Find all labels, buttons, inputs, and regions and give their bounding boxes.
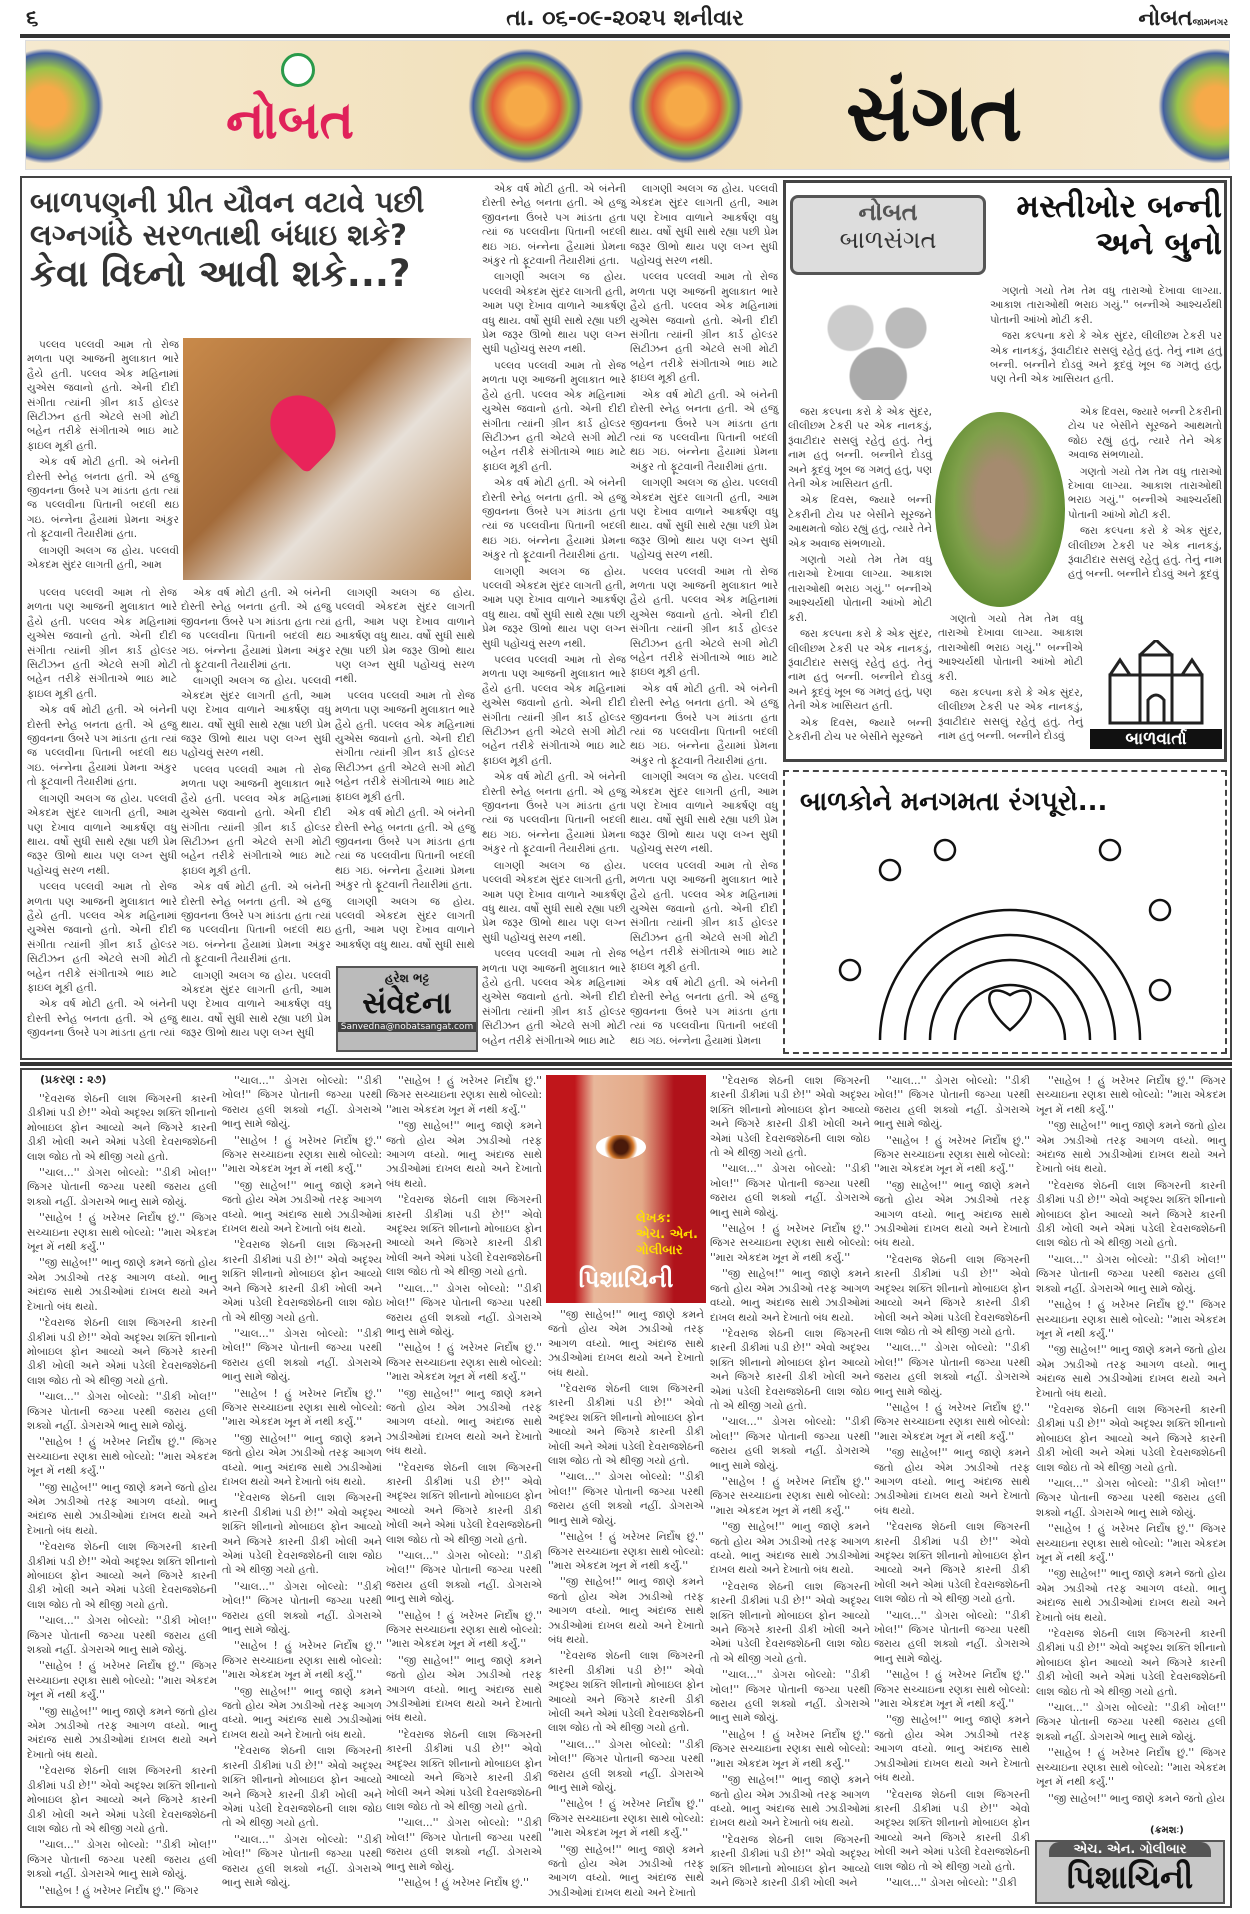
paragraph: ''જી સાહેબ!'' ભાનુ જાણે કમને જતો હોય એમ ઝાડીઓ તરફ આગળ વધ્યો. ભાનુ અંદાજ સાથે ઝાડીઓમાં દાખલ થયો અને દેખાતો બંધ થયો.: [386, 1654, 542, 1725]
paragraph: ગણતો ગયો તેમ તેમ વધુ તારાઓ દેખાવા લાગ્યા. આકાશ તારાઓથી ભરાઇ ગયું.'' બન્નીએ આશ્ચર્યથી પોતાની આંખો મોટી કરી.: [990, 285, 1222, 326]
paragraph: ગણતો ગયો તેમ તેમ વધુ તારાઓ દેખાવા લાગ્યા. આકાશ તારાઓથી ભરાઇ ગયું.'' બન્નીએ આશ્ચર્યથી પોતાની આંખો મોટી કરી.: [1068, 465, 1222, 521]
paragraph: ''સાહેબ ! હું ખરેખર નિર્દોષ છું.'' જિગર સચ્ચાઇના રણકા સાથે બોલ્યો: ''મારા એકદમ ખૂન મેં નથી કર્યું.'': [874, 1401, 1030, 1443]
article-headline: બાળપણની પ્રીત યૌવન વટાવે પછી લગ્નગાંઠે સરળતાથી બંધાઇ શકે? કેવા વિઘ્નો આવી શકે...?: [30, 185, 425, 295]
paragraph: પલ્લવ પલ્લવી આમ તો રોજ મળતા પણ આજની મુલાકાત ભારે હૈયે હતી. પલ્લવ એક મહિનામાં યુએસ જવાનો હતો. એની દીદી સંગીતા ત્યાંની ગ્રીન કાર્ડ હોલ્ડર સિટીઝન હતી એટલે સગી મોટી બહેન તરીકે સંગીતાએ ભાઇ માટે ફાઇલ મૂકી હતી.: [630, 565, 778, 679]
paragraph: ''દેવરાજ શેઠની લાશ જિગરની કારની ડીકીમાં પડી છે!'' એવો અદૃશ્ય શક્તિ શીનાનો મોબાઇલ ફોન આવ્યો અને જિગરે કારની ડીકી ખોલી અને એમાં પડેલી દેવરાજશેઠની લાશ જોઇ તો એ થીજી ગયો હતો.: [1036, 1628, 1226, 1698]
paragraph: પલ્લવ પલ્લવી આમ તો રોજ મળતા પણ આજની મુલાકાત ભારે હૈયે હતી. પલ્લવ એક મહિનામાં યુએસ જવાનો હતો. એની દીદી સંગીતા ત્યાંની ગ્રીન કાર્ડ હોલ્ડર સિટીઝન હતી એટલે સગી મોટી બહેન તરીકે સંગીતાએ ભાઇ માટે ફાઇલ મૂકી હતી.: [482, 654, 626, 767]
paragraph: ''દેવરાજ શેઠની લાશ જિગરની કારની ડીકીમાં પડી છે!'' એવો અદૃશ્ય શક્તિ શીનાનો મોબાઇલ ફોન આવ્યો અને જિગરે કારની ડીકી ખોલી અને એમાં પડેલી દેવરાજશેઠની લાશ જોઇ તો એ થીજી ગયો હતો.: [27, 1317, 217, 1387]
emblem-icon: [281, 53, 315, 87]
paragraph: એક વર્ષ મોટી હતી. એ બંનેની દોસ્તી સ્નેહ બનતા હતી. એ હજુ જીવનના ઉંબરે પગ માંડતા હતા ત્યાં: [27, 998, 177, 1040]
paragraph: જરા કલ્પના કરો કે એક સુંદર, લીલીછમ ટેકરી પર એક નાનકડું, રૂંવાટીદાર સસલું રહેતું હતું. તેનું નામ હતું બન્ની. બન્નીને દોડવું અને કૂદવું ખૂબ જ ગમતું હતું, પણ તેની એક ખાસિયત હતી.: [788, 628, 932, 713]
paragraph: ગણતો ગયો તેમ તેમ વધુ તારાઓ દેખાવા લાગ્યા. આકાશ તારાઓથી ભરાઇ ગયું.'' બન્નીએ આશ્ચર્યથી પોતાની આંખો મોટી કરી.: [788, 554, 932, 624]
section-divider: [20, 1062, 1232, 1066]
heart-icon: [257, 382, 349, 474]
paragraph: ''ચાલ...'' ડોગરા બોલ્યો: ''ડીકી ખોલ!'' જિગર પોતાની જગ્યા પરથી જરાય હલી શક્યો નહીં. ડોગરાએ ભાનુ સામે જોયું.: [1036, 1702, 1226, 1743]
paragraph: પલ્લવ પલ્લવી આમ તો રોજ મળતા પણ આજની મુલાકાત ભારે હૈયે હતી. પલ્લવ એક મહિનામાં યુએસ જવાનો હતો. એની દીદી સંગીતા ત્યાંની ગ્રીન કાર્ડ હોલ્ડર સિટીઝન હતી એટલે સગી મોટી બહેન તરીકે સંગીતાએ ભાઇ માટે ફાઇલ મૂકી હતી.: [482, 359, 626, 473]
paragraph: ''દેવરાજ શેઠની લાશ જિગરની કારની ડીકીમાં પડી છે!'' એવો અદૃશ્ય શક્તિ શીનાનો મોબાઇલ ફોન આવ્યો અને જિગરે કારની ડીકી ખોલી અને એમાં પડેલી દેવરાજશેઠની લાશ જોઇ તો એ થીજી ગયો હતો.: [386, 1728, 542, 1813]
paragraph: લાગણી અલગ જ હોય. પલ્લવી એકદમ સુંદર લાગતી હતી, આમ પણ દેખાવ વાળાને આકર્ષણ વધુ થાય. વર્ષો સુધી સાથે રહ્યા પછી પ્રેમ જરૂર ઊભો થાય પણ લગ્ન સુધી: [181, 969, 331, 1040]
paragraph: ''ચાલ...'' ડોગરા બોલ્યો: ''ડીકી ખોલ!'' જિગર પોતાની જગ્યા પરથી જરાય હલી શક્યો નહીં. ડોગરાએ ભાનુ સામે જોયું.: [874, 1075, 1030, 1131]
paragraph: ''ચાલ...'' ડોગરા બોલ્યો: ''ડીકી ખોલ!'' જિગર પોતાની જગ્યા પરથી જરાય હલી શક્યો નહીં. ડોગરાએ ભાનુ સામે જોયું.: [386, 1817, 542, 1873]
eye-graphic: [596, 1135, 646, 1159]
paragraph: પલ્લવ પલ્લવી આમ તો રોજ મળતા પણ આજની મુલાકાત ભારે હૈયે હતી. પલ્લવ એક મહિનામાં યુએસ જવાનો હતો. એની દીદી સંગીતા ત્યાંની ગ્રીન કાર્ડ હોલ્ડર સિટીઝન હતી એટલે સગી મોટી બહેન તરીકે સંગીતાએ ભાઇ માટે: [482, 948, 626, 1047]
paragraph: ''સાહેબ ! હું ખરેખર નિર્દોષ છું.'' જિગર સચ્ચાઇના રણકા સાથે બોલ્યો: ''મારા એકદમ ખૂન મેં નથી કર્યું.'': [1036, 1075, 1226, 1116]
page-number: ૬: [26, 6, 39, 31]
paragraph: ''સાહેબ ! હું ખરેખર નિર્દોષ છું.'' જિગર સચ્ચાઇના રણકા સાથે બોલ્યો: ''મારા એકદમ ખૂન મેં નથી કર્યું.'': [710, 1728, 870, 1770]
paragraph: ''સાહેબ ! હું ખરેખર નિર્દોષ છું.'' જિગર સચ્ચાઇના રણકા સાથે બોલ્યો: ''મારા એકદમ ખૂન મેં નથી કર્યું.'': [1036, 1747, 1226, 1789]
paragraph: ''સાહેબ ! હું ખરેખર નિર્દોષ છું.'' જિગર સચ્ચાઇના રણકા સાથે બોલ્યો: ''મારા એકદમ ખૂન મેં નથી કર્યું.'': [27, 1436, 217, 1478]
paragraph: ''સાહેબ ! હું ખરેખર નિર્દોષ છું.'' જિગર સચ્ચાઇના રણકા સાથે બોલ્યો: ''મારા એકદમ ખૂન મેં નથી કર્યું.'': [1036, 1299, 1226, 1340]
paragraph: પલ્લવ પલ્લવી આમ તો રોજ મળતા પણ આજની મુલાકાત ભારે હૈયે હતી. પલ્લવ એક મહિનામાં યુએસ જવાનો હતો. એની દીદી સંગીતા ત્યાંની ગ્રીન કાર્ડ હોલ્ડર સિટીઝન હતી એટલે સગી મોટી બહેન તરીકે સંગીતાએ ભાઇ માટે ફાઇલ મૂકી હતી.: [335, 689, 475, 803]
paragraph: ''દેવરાજ શેઠની લાશ જિગરની કારની ડીકીમાં પડી છે!'' એવો અદૃશ્ય શક્તિ શીનાનો મોબાઇલ ફોન આવ્યો અને જિગરે કારની ડીકી ખોલી અને એમાં પડેલી દેવરાજશેઠની લાશ જોઇ તો એ થીજી ગયો હતો.: [710, 1580, 870, 1665]
paragraph: ''જી સાહેબ!'' ભાનુ જાણે કમને જતો હોય એમ ઝાડીઓ તરફ આગળ વધ્યો. ભાનુ અંદાજ સાથે ઝાડીઓમાં દાખલ થયો અને દેખાતો બંધ થયો.: [27, 1257, 217, 1313]
paragraph: પલ્લવ પલ્લવી આમ તો રોજ મળતા પણ આજની મુલાકાત ભારે હૈયે હતી. પલ્લવ એક મહિનામાં યુએસ જવાનો હતો. એની દીદી સંગીતા ત્યાંની ગ્રીન કાર્ડ હોલ્ડર સિટીઝન હતી એટલે સગી મોટી બહેન તરીકે સંગીતાએ ભાઇ માટે ફાઇલ મૂકી હતી.: [181, 763, 331, 877]
paragraph: લાગણી અલગ જ હોય. પલ્લવી એકદમ સુંદર લાગતી હતી, આમ પણ દેખાવ વાળાને આકર્ષણ વધુ થાય. વર્ષો સુધી સાથે રહ્યા પછી પ્રેમ જરૂર ઊભો થાય પણ લગ્ન સુધી પહોંચવું સરળ નથી.: [27, 792, 177, 877]
paragraph: જરા કલ્પના કરો કે એક સુંદર, લીલીછમ ટેકરી પર એક નાનકડું, રૂંવાટીદાર સસલું રહેતું હતું. તેનું નામ હતું બન્ની. બન્નીને દોડવું અને કૂદવું ખૂબ જ ગમતું હતું, પણ તેની એક ખાસિયત હતી.: [788, 406, 932, 491]
paragraph: ''ચાલ...'' ડોગરા બોલ્યો: ''ડીકી ખોલ!'' જિગર પોતાની જગ્યા પરથી જરાય હલી શક્યો નહીં. ડોગરાએ ભાનુ સામે જોયું.: [710, 1669, 870, 1725]
paragraph: લાગણી અલગ જ હોય. પલ્લવી એકદમ સુંદર લાગતી હતી, આમ પણ દેખાવ વાળાને આકર્ષણ વધુ થાય. વર્ષો સુધી સાથે રહ્યા પછી પ્રેમ જરૂર ઊભો થાય પણ લગ્ન સુધી પહોંચવું સરળ નથી.: [482, 859, 626, 944]
paragraph: ''ચાલ...'' ડોગરા બોલ્યો: ''ડીકી ખોલ!'' જિગર પોતાની જગ્યા પરથી જરાય હલી શક્યો નહીં. ડોગરાએ ભાનુ સામે જોયું.: [710, 1416, 870, 1472]
author-caption: લેખક: એચ. એન. ગોલીબાર: [636, 1211, 698, 1258]
paragraph: ''જી સાહેબ!'' ભાનુ જાણે કમને જતો હોય એમ ઝાડીઓ તરફ આગળ વધ્યો. ભાનુ અંદાજ સાથે ઝાડીઓમાં દાખલ થયો અને દેખાતો બંધ થયો.: [874, 1179, 1030, 1250]
paragraph: ''દેવરાજ શેઠની લાશ જિગરની કારની ડીકીમાં પડી છે!'' એવો અદૃશ્ય શક્તિ શીનાનો મોબાઇલ ફોન આવ્યો અને જિગરે કારની ડીકી ખોલી અને એમાં પડેલી દેવરાજશેઠની લાશ જોઇ તો એ થીજી ગયો હતો.: [27, 1541, 217, 1611]
paragraph: લાગણી અલગ જ હોય. પલ્લવી એકદમ સુંદર લાગતી હતી, આમ પણ દેખાવ વાળાને આકર્ષણ વધુ થાય. વર્ષો સુધી સાથે રહ્યા પછી પ્રેમ જરૂર ઊભો થાય પણ લગ્ન સુધી પહોંચવું સરળ નથી.: [181, 675, 331, 760]
paragraph: એક વર્ષ મોટી હતી. એ બંનેની દોસ્તી સ્નેહ બનતા હતી. એ હજુ જીવનના ઉંબરે પગ માંડતા હતા ત્યાં જ પલ્લવીના પિતાની બદલી થઇ ગઇ. બંન્નેના હૈયામાં પ્રેમના અંકુર તો ફૂટવાની તૈયારીમાં હતા.: [482, 477, 626, 562]
article-column: [27, 338, 179, 582]
paragraph: પલ્લવ પલ્લવી આમ તો રોજ મળતા પણ આજની મુલાકાત ભારે હૈયે હતી. પલ્લવ એક મહિનામાં યુએસ જવાનો હતો. એની દીદી સંગીતા ત્યાંની ગ્રીન કાર્ડ હોલ્ડર સિટીઝન હતી એટલે સગી મોટી બહેન તરીકે સંગીતાએ ભાઇ માટે ફાઇલ મૂકી હતી.: [630, 859, 778, 973]
paragraph: ''ચાલ...'' ડોગરા બોલ્યો: ''ડીકી ખોલ!'' જિગર પોતાની જગ્યા પરથી જરાય હલી શક્યો નહીં. ડોગરાએ ભાનુ સામે જોયું.: [27, 1839, 217, 1881]
paragraph: ''દેવરાજ શેઠની લાશ જિગરની કારની ડીકીમાં પડી છે!'' એવો અદૃશ્ય શક્તિ શીનાનો મોબાઇલ ફોન આવ્યો અને જિગરે કારની ડીકી ખોલી અને એમાં પડેલી દેવરાજશેઠની લાશ જોઇ તો એ થીજી ગયો હતો.: [1036, 1403, 1226, 1474]
kids-column: [1068, 405, 1222, 590]
paragraph: લાગણી અલગ જ હોય. પલ્લવી એકદમ સુંદર લાગતી હતી, આમ પણ દેખાવ વાળાને આકર્ષણ વધુ થાય. વર્ષો સુધી સાથે રહ્યા પછી પ્રેમ જરૂર ઊભો થાય પણ લગ્ન સુધી પહોંચવું સરળ નથી.: [630, 771, 778, 856]
paragraph: ''ચાલ...'' ડોગરા બોલ્યો: ''ડીકી ખોલ!'' જિગર પોતાની જગ્યા પરથી જરાય હલી શક્યો નહીં. ડોગરાએ ભાનુ સામે જોયું.: [222, 1580, 382, 1637]
paragraph: ''દેવરાજ શેઠની લાશ જિગરની કારની ડીકીમાં પડી છે!'' એવો અદૃશ્ય શક્તિ શીનાનો મોબાઇલ ફોન આવ્યો અને જિગરે કારની ડીકી ખોલી અને એમાં પડેલી દેવરાજશેઠની લાશ જોઇ તો એ થીજી ગયો હતો.: [874, 1521, 1030, 1606]
brand-logo: નોબત: [226, 91, 354, 151]
story-column: [710, 1074, 870, 1902]
paragraph: ''સાહેબ ! હું ખરેખર નિર્દોષ છું.'' જિગર સચ્ચાઇના રણકા સાથે બોલ્યો: ''મારા એકદમ ખૂન મેં નથી કર્યું.'': [27, 1660, 217, 1702]
section-banner: [25, 40, 1230, 170]
paragraph: ''ચાલ...'' ડોગરા બોલ્યો: ''ડીકી ખોલ!'' જિગર પોતાની જગ્યા પરથી જરાય હલી શક્યો નહીં. ડોગરાએ ભાનુ સામે જોયું.: [222, 1075, 382, 1131]
paragraph: ''જી સાહેબ!'' ભાનુ જાણે કમને જતો હોય એમ ઝાડીઓ તરફ આગળ વધ્યો. ભાનુ અંદાજ સાથે ઝાડીઓમાં દાખલ થયો અને દેખાતો બંધ થયો.: [548, 1309, 704, 1379]
rainbow-coloring-page: [820, 830, 1200, 1045]
paragraph: એક વર્ષ મોટી હતી. એ બંનેની દોસ્તી સ્નેહ બનતા હતી. એ હજુ જીવનના ઉંબરે પગ માંડતા હતા ત્યાં જ પલ્લવીના પિતાની બદલી થઇ ગઇ. બંન્નેના હૈયામાં પ્રેમના અંકુર તો ફૂટવાની તૈયારીમાં હતા.: [27, 704, 177, 789]
article-column: [335, 586, 475, 960]
paragraph: ''જી સાહેબ!'' ભાનુ જાણે કમને જતો હોય એમ ઝાડીઓ તરફ આગળ વધ્યો. ભાનુ અંદાજ સાથે ઝાડીઓમાં દાખલ થયો અને દેખાતો બંધ થયો.: [1036, 1344, 1226, 1400]
paragraph: ''ચાલ...'' ડોગરા બોલ્યો: ''ડીકી ખોલ!'' જિગર પોતાની જગ્યા પરથી જરાય હલી શક્યો નહીં. ડોગરાએ ભાનુ સામે જોયું.: [874, 1342, 1030, 1398]
paragraph: ''સાહેબ ! હું ખરેખર નિર્દોષ છું.'' જિગર સચ્ચાઇના રણકા સાથે બોલ્યો: ''મારા એકદમ ખૂન મેં નથી કર્યું.'': [222, 1640, 382, 1682]
rabbit-photo: [935, 412, 1065, 607]
kids-column: [788, 405, 932, 755]
paragraph: ''દેવરાજ શેઠની લાશ જિગરની કારની ડીકીમાં પડી છે!'' એવો અદૃશ્ય શક્તિ શીનાનો મોબાઇલ ફોન આવ્યો અને જિગરે કારની ડીકી ખોલી અને: [710, 1833, 870, 1889]
paragraph: ''સાહેબ ! હું ખરેખર નિર્દોષ છું.'' જિગર સચ્ચાઇના રણકા સાથે બોલ્યો: ''મારા એકદમ ખૂન મેં નથી કર્યું.'': [386, 1342, 542, 1384]
paragraph: ''દેવરાજ શેઠની લાશ જિગરની કારની ડીકીમાં પડી છે!'' એવો અદૃશ્ય શક્તિ શીનાનો મોબાઇલ ફોન આવ્યો અને જિગરે કારની ડીકી ખોલી અને એમાં પડેલી દેવરાજશેઠની લાશ જોઇ તો એ થીજી ગયો હતો.: [710, 1327, 870, 1412]
paragraph: ''દેવરાજ શેઠની લાશ જિગરની કારની ડીકીમાં પડી છે!'' એવો અદૃશ્ય શક્તિ શીનાનો મોબાઇલ ફોન આવ્યો અને જિગરે કારની ડીકી ખોલી અને એમાં પડેલી દેવરાજશેઠની લાશ જોઇ તો એ થીજી ગયો હતો.: [386, 1194, 542, 1279]
continued-label: (ક્રમશઃ): [1150, 1825, 1184, 1836]
section-title: સંગત: [846, 66, 1023, 159]
paragraph: જરા કલ્પના કરો કે એક સુંદર, લીલીછમ ટેકરી પર એક નાનકડું, રૂંવાટીદાર સસલું રહેતું હતું. તેનું નામ હતું બન્ની. બન્નીને દોડવું અને કૂદવું ખૂબ જ ગમતું હતું, પણ તેની એક ખાસિયત હતી.: [990, 330, 1222, 386]
paragraph: ''જી સાહેબ!'' ભાનુ જાણે કમને જતો હોય એમ ઝાડીઓ તરફ આગળ વધ્યો. ભાનુ અંદાજ સાથે ઝાડીઓમાં દાખલ થયો અને દેખાતો બંધ થયો.: [710, 1774, 870, 1830]
article-column: [482, 182, 626, 1054]
story-column: [548, 1308, 704, 1902]
paragraph: ''ચાલ...'' ડોગરા બોલ્યો: ''ડીકી ખોલ!'' જિગર પોતાની જગ્યા પરથી જરાય હલી શક્યો નહીં. ડોગરાએ ભાનુ સામે જોયું.: [27, 1391, 217, 1432]
paragraph: ''દેવરાજ શેઠની લાશ જિગરની કારની ડીકીમાં પડી છે!'' એવો અદૃશ્ય શક્તિ શીનાનો મોબાઇલ ફોન આવ્યો અને જિગરે કારની ડીકી ખોલી અને એમાં પડેલી દેવરાજશેઠની લાશ જોઇ તો એ થીજી ગયો હતો.: [222, 1745, 382, 1830]
storytime-castle: બાળવાર્તા: [1090, 640, 1222, 755]
paragraph: પલ્લવ પલ્લવી આમ તો રોજ મળતા પણ આજની મુલાકાત ભારે હૈયે હતી. પલ્લવ એક મહિનામાં યુએસ જવાનો હતો. એની દીદી સંગીતા ત્યાંની ગ્રીન કાર્ડ હોલ્ડર સિટીઝન હતી એટલે સગી મોટી બહેન તરીકે સંગીતાએ ભાઇ માટે ફાઇલ મૂકી હતી.: [27, 587, 177, 700]
paragraph: ''સાહેબ ! હું ખરેખર નિર્દોષ છું.'' જિગર: [39, 1884, 199, 1897]
paragraph: ''દેવરાજ શેઠની લાશ જિગરની કારની ડીકીમાં પડી છે!'' એવો અદૃશ્ય શક્તિ શીનાનો મોબાઇલ ફોન આવ્યો અને જિગરે કારની ડીકી ખોલી અને એમાં પડેલી દેવરાજશેઠની લાશ જોઇ તો એ થીજી ગયો હતો.: [548, 1650, 704, 1735]
story-column: [1036, 1074, 1226, 1820]
masthead-logo: નોબતજામનગર: [1138, 6, 1228, 31]
paragraph: જરા કલ્પના કરો કે એક સુંદર, લીલીછમ ટેકરી પર એક નાનકડું, રૂંવાટીદાર સસલું રહેતું હતું. તેનું નામ હતું બન્ની. બન્નીને દોડવું: [938, 687, 1083, 743]
paragraph: ''જી સાહેબ!'' ભાનુ જાણે કમને જતો હોય એમ ઝાડીઓ તરફ આગળ વધ્યો. ભાનુ અંદાજ સાથે ઝાડીઓમાં દાખલ થયો અને દેખાતો બંધ થયો.: [710, 1268, 870, 1324]
paragraph: ''ચાલ...'' ડોગરા બોલ્યો: ''ડીકી ખોલ!'' જિગર પોતાની જગ્યા પરથી જરાય હલી શક્યો નહીં. ડોગરાએ ભાનુ સામે જોયું.: [27, 1167, 217, 1208]
paragraph: ''દેવરાજ શેઠની લાશ જિગરની કારની ડીકીમાં પડી છે!'' એવો અદૃશ્ય શક્તિ શીનાનો મોબાઇલ ફોન આવ્યો અને જિગરે કારની ડીકી ખોલી અને એમાં પડેલી દેવરાજશેઠની લાશ જોઇ તો એ થીજી ગયો હતો.: [27, 1765, 217, 1835]
paragraph: ''જી સાહેબ!'' ભાનુ જાણે કમને જતો હોય એમ ઝાડીઓ તરફ આગળ વધ્યો. ભાનુ અંદાજ સાથે ઝાડીઓમાં દાખલ થયો અને દેખાતો બંધ થયો.: [874, 1447, 1030, 1517]
paragraph: ''ચાલ...'' ડોગરા બોલ્યો: ''ડીકી: [886, 1876, 1017, 1889]
article-column: [181, 586, 331, 1054]
paragraph: લાગણી અલગ જ હોય. પલ્લવી એકદમ સુંદર લાગતી હતી, આમ પણ દેખાવ વાળાને આકર્ષણ વધુ થાય. વર્ષો સુધી સાથે રહ્યા પછી પ્રેમ જરૂર ઊભો થાય પણ લગ્ન સુધી પહોંચવું સરળ નથી.: [482, 565, 626, 650]
paragraph: લાગણી અલગ જ હોય. પલ્લવી એકદમ સુંદર લાગતી હતી, આમ પણ દેખાવ વાળાને આકર્ષણ વધુ થાય. વર્ષો સુધી સાથે રહ્યા પછી પ્રેમ જરૂર ઊભો થાય પણ લગ્ન સુધી પહોંચવું સરળ નથી.: [630, 477, 778, 562]
paragraph: ''જી સાહેબ!'' ભાનુ જાણે કમને જતો હોય એમ ઝાડીઓ તરફ આગળ વધ્યો. ભાનુ અંદાજ સાથે ઝાડીઓમાં દાખલ થયો અને દેખાતો બંધ થયો.: [386, 1387, 542, 1458]
paragraph: ''સાહેબ ! હું ખરેખર નિર્દોષ છું.'' જિગર સચ્ચાઇના રણકા સાથે બોલ્યો: ''મારા એકદમ ખૂન મેં નથી કર્યું.'': [1036, 1523, 1226, 1564]
paragraph: ''જી સાહેબ!'' ભાનુ જાણે કમને જતો હોય એમ ઝાડીઓ તરફ આગળ વધ્યો. ભાનુ અંદાજ સાથે ઝાડીઓમાં દાખલ થયો અને દેખાતો બંધ થયો.: [1036, 1120, 1226, 1176]
paragraph: એક દિવસ, જ્યારે બન્ની ટેકરીની ટોચ પર બેસીને સૂરજને આથમતો જોઇ રહ્યું હતું, ત્યારે તેને એક અવાજ સંભળાયો.: [788, 494, 932, 550]
paragraph: ''જી સાહેબ!'' ભાનુ જાણે કમને જતો હોય એમ ઝાડીઓ તરફ આગળ વધ્યો. ભાનુ અંદાજ સાથે ઝાડીઓમાં દાખલ થયો અને દેખાતો બંધ થયો.: [710, 1521, 870, 1577]
paragraph: એક દિવસ, જ્યારે બન્ની ટેકરીની ટોચ પર બેસીને સૂરજને: [788, 716, 932, 743]
paragraph: ''ચાલ...'' ડોગરા બોલ્યો: ''ડીકી ખોલ!'' જિગર પોતાની જગ્યા પરથી જરાય હલી શક્યો નહીં. ડોગરાએ ભાનુ સામે જોયું.: [710, 1163, 870, 1219]
paragraph: ''ચાલ...'' ડોગરા બોલ્યો: ''ડીકી ખોલ!'' જિગર પોતાની જગ્યા પરથી જરાય હલી શક્યો નહીં. ડોગરાએ ભાનુ સામે જોયું.: [1036, 1477, 1226, 1519]
article-column: [27, 586, 177, 1054]
paragraph: ''સાહેબ ! હું ખરેખર નિર્દોષ છું.'' જિગર સચ્ચાઇના રણકા સાથે બોલ્યો: ''મારા એકદમ ખૂન મેં નથી કર્યું.'': [386, 1075, 542, 1116]
paragraph: ''સાહેબ ! હું ખરેખર નિર્દોષ છું.'' જિગર સચ્ચાઇના રણકા સાથે બોલ્યો: ''મારા એકદમ ખૂન મેં નથી કર્યું.'': [548, 1531, 704, 1572]
paragraph: ''જી સાહેબ!'' ભાનુ જાણે કમને જતો હોય એમ ઝાડીઓ તરફ આગળ વધ્યો. ભાનુ અંદાજ સાથે ઝાડીઓમાં દાખલ થયો અને દેખાતો બંધ થયો.: [222, 1179, 382, 1236]
column-badge-pishachini: એચ. એન. ગોલીબાર પિશાચિની: [1035, 1840, 1225, 1904]
coloring-headline: બાળકોને મનગમતા રંગપૂરો...: [800, 787, 1108, 817]
paragraph: એક દિવસ, જ્યારે બન્ની ટેકરીની ટોચ પર બેસીને સૂરજને આથમતો જોઇ રહ્યું હતું, ત્યારે તેને એક અવાજ સંભળાયો.: [1068, 406, 1222, 462]
paragraph: ''ચાલ...'' ડોગરા બોલ્યો: ''ડીકી ખોલ!'' જિગર પોતાની જગ્યા પરથી જરાય હલી શક્યો નહીં. ડોગરાએ ભાનુ સામે જોયું.: [874, 1609, 1030, 1665]
paragraph: ''સાહેબ ! હું ખરેખર નિર્દોષ છું.'' જિગર સચ્ચાઇના રણકા સાથે બોલ્યો: ''મારા એકદમ ખૂન મેં નથી કર્યું.'': [548, 1798, 704, 1840]
paragraph: એક વર્ષ મોટી હતી. એ બંનેની દોસ્તી સ્નેહ બનતા હતી. એ હજુ જીવનના ઉંબરે પગ માંડતા હતા ત્યાં જ પલ્લવીના પિતાની બદલી થઇ ગઇ. બંન્નેના હૈયામાં પ્રેમના અંકુર તો ફૂટવાની તૈયારીમાં હતા.: [630, 388, 778, 473]
story-column: [386, 1074, 542, 1902]
paragraph: એક વર્ષ મોટી હતી. એ બંનેની દોસ્તી સ્નેહ બનતા હતી. એ હજુ જીવનના ઉંબરે પગ માંડતા હતા ત્યાં જ પલ્લવીના પિતાની બદલી થઇ ગઇ. બંન્નેના હૈયામાં પ્રેમના અંકુર તો ફૂટવાની તૈયારીમાં હતા.: [630, 682, 778, 767]
paragraph: ''જી સાહેબ!'' ભાનુ જાણે કમને જતો હોય: [1048, 1792, 1225, 1805]
couple-photo: [183, 338, 471, 580]
paragraph: ''જી સાહેબ!'' ભાનુ જાણે કમને જતો હોય એમ ઝાડીઓ તરફ આગળ વધ્યો. ભાનુ અંદાજ સાથે ઝાડીઓમાં દાખલ થયો અને દેખાતો બંધ થયો.: [222, 1685, 382, 1741]
paragraph: ''સાહેબ ! હું ખરેખર નિર્દોષ છું.'' જિગર સચ્ચાઇના રણકા સાથે બોલ્યો: ''મારા એકદમ ખૂન મેં નથી કર્યું.'': [710, 1475, 870, 1517]
story-column: [27, 1092, 217, 1902]
paragraph: ''જી સાહેબ!'' ભાનુ જાણે કમને જતો હોય એમ ઝાડીઓ તરફ આગળ વધ્યો. ભાનુ અંદાજ સાથે ઝાડીઓમાં દાખલ થયો અને દેખાતો બંધ થયો.: [27, 1481, 217, 1537]
paragraph: જરા કલ્પના કરો કે એક સુંદર, લીલીછમ ટેકરી પર એક નાનકડું, રૂંવાટીદાર સસલું રહેતું હતું. તેનું નામ હતું બન્ની. બન્નીને દોડવું અને કૂદવું: [1068, 525, 1222, 581]
paragraph: એક વર્ષ મોટી હતી. એ બંનેની દોસ્તી સ્નેહ બનતા હતી. એ હજુ જીવનના ઉંબરે પગ માંડતા હતા ત્યાં જ પલ્લવીના પિતાની બદલી થઇ ગઇ. બંન્નેના હૈયામાં પ્રેમના અંકુર તો ફૂટવાની તૈયારીમાં હતા.: [181, 881, 331, 966]
paragraph: ''દેવરાજ શેઠની લાશ જિગરની કારની ડીકીમાં પડી છે!'' એવો અદૃશ્ય શક્તિ શીનાનો મોબાઇલ ફોન આવ્યો અને જિગરે કારની ડીકી ખોલી અને એમાં પડેલી દેવરાજશેઠની લાશ જોઇ તો એ થીજી ગયો હતો.: [222, 1492, 382, 1577]
issue-date: તા. ૦૬-૦૯-૨૦૨૫ શનીવાર: [506, 6, 744, 31]
paragraph: ''દેવરાજ શેઠની લાશ જિગરની કારની ડીકીમાં પડી છે!'' એવો અદૃશ્ય શક્તિ શીનાનો મોબાઇલ ફોન આવ્યો અને જિગરે કારની ડીકી ખોલી અને એમાં પડેલી દેવરાજશેઠની લાશ જોઇ તો એ થીજી ગયો હતો.: [548, 1383, 704, 1468]
paragraph: લાગણી અલગ જ હોય. પલ્લવી એકદમ સુંદર લાગતી હતી, આમ પણ દેખાવ વાળાને આકર્ષણ વધુ થાય. વર્ષો સુધી સાથે: [335, 895, 475, 951]
paragraph: ''દેવરાજ શેઠની લાશ જિગરની કારની ડીકીમાં પડી છે!'' એવો અદૃશ્ય શક્તિ શીનાનો મોબાઇલ ફોન આવ્યો અને જિગરે કારની ડીકી ખોલી અને એમાં પડેલી દેવરાજશેઠની લાશ જોઇ તો એ થીજી ગયો હતો.: [874, 1788, 1030, 1873]
paragraph: ''ચાલ...'' ડોગરા બોલ્યો: ''ડીકી ખોલ!'' જિગર પોતાની જગ્યા પરથી જરાય હલી શક્યો નહીં. ડોગરાએ ભાનુ સામે જોયું.: [1036, 1253, 1226, 1295]
paragraph: એક વર્ષ મોટી હતી. એ બંનેની દોસ્તી સ્નેહ બનતા હતી. એ હજુ જીવનના ઉંબરે પગ માંડતા હતા ત્યાં જ પલ્લવીના પિતાની બદલી થઇ ગઇ. બંન્નેના હૈયામાં પ્રેમના અંકુર તો ફૂટવાની તૈયારીમાં હતા.: [181, 587, 331, 672]
paragraph: ''ચાલ...'' ડોગરા બોલ્યો: ''ડીકી ખોલ!'' જિગર પોતાની જગ્યા પરથી જરાય હલી શક્યો નહીં. ડોગરાએ ભાનુ સામે જોયું.: [222, 1833, 382, 1889]
paragraph: ''સાહેબ ! હું ખરેખર નિર્દોષ છું.'': [398, 1876, 529, 1889]
paragraph: એક વર્ષ મોટી હતી. એ બંનેની દોસ્તી સ્નેહ બનતા હતી. એ હજુ જીવનના ઉંબરે પગ માંડતા હતા ત્યાં જ પલ્લવીના પિતાની બદલી થઇ ગઇ. બંન્નેના હૈયામાં પ્રેમના અંકુર તો ફૂટવાની તૈયારીમાં હતા.: [27, 456, 179, 541]
paragraph: ''જી સાહેબ!'' ભાનુ જાણે કમને જતો હોય એમ ઝાડીઓ તરફ આગળ વધ્યો. ભાનુ અંદાજ સાથે ઝાડીઓમાં દાખલ થયો અને દેખાતો બંધ થયો.: [386, 1120, 542, 1190]
paragraph: લાગણી અલગ જ હોય. પલ્લવી એકદમ સુંદર લાગતી હતી, આમ પણ દેખાવ વાળાને આકર્ષણ વધુ થાય. વર્ષો સુધી સાથે રહ્યા પછી પ્રેમ જરૂર ઊભો થાય પણ લગ્ન સુધી પહોંચવું સરળ નથી.: [482, 271, 626, 356]
paragraph: ''દેવરાજ શેઠની લાશ જિગરની કારની ડીકીમાં પડી છે!'' એવો અદૃશ્ય શક્તિ શીનાનો મોબાઇલ ફોન આવ્યો અને જિગરે કારની ડીકી ખોલી અને એમાં પડેલી દેવરાજશેઠની લાશ જોઇ તો એ થીજી ગયો હતો.: [710, 1075, 870, 1160]
paragraph: ''સાહેબ ! હું ખરેખર નિર્દોષ છું.'' જિગર સચ્ચાઇના રણકા સાથે બોલ્યો: ''મારા એકદમ ખૂન મેં નથી કર્યું.'': [27, 1212, 217, 1254]
paragraph: પલ્લવ પલ્લવી આમ તો રોજ મળતા પણ આજની મુલાકાત ભારે હૈયે હતી. પલ્લવ એક મહિનામાં યુએસ જવાનો હતો. એની દીદી સંગીતા ત્યાંની ગ્રીન કાર્ડ હોલ્ડર સિટીઝન હતી એટલે સગી મોટી બહેન તરીકે સંગીતાએ ભાઇ માટે ફાઇલ મૂકી હતી.: [630, 271, 778, 385]
article-column: [630, 182, 778, 1054]
paragraph: ''દેવરાજ શેઠની લાશ જિગરની કારની ડીકીમાં પડી છે!'' એવો અદૃશ્ય શક્તિ શીનાનો મોબાઇલ ફોન આવ્યો અને જિગરે કારની ડીકી ખોલી અને એમાં પડેલી દેવરાજશેઠની લાશ જોઇ તો એ થીજી ગયો હતો.: [1036, 1179, 1226, 1250]
children-illustration: [795, 280, 980, 400]
paragraph: ''સાહેબ ! હું ખરેખર નિર્દોષ છું.'' જિગર સચ્ચાઇના રણકા સાથે બોલ્યો: ''મારા એકદમ ખૂન મેં નથી કર્યું.'': [222, 1134, 382, 1176]
paragraph: ''જી સાહેબ!'' ભાનુ જાણે કમને જતો હોય એમ ઝાડીઓ તરફ આગળ વધ્યો. ભાનુ અંદાજ સાથે ઝાડીઓમાં દાખલ થયો અને દેખાતો બંધ થયો.: [1036, 1568, 1226, 1624]
paragraph: એક વર્ષ મોટી હતી. એ બંનેની દોસ્તી સ્નેહ બનતા હતી. એ હજુ જીવનના ઉંબરે પગ માંડતા હતા ત્યાં જ પલ્લવીના પિતાની બદલી થઇ ગઇ. બંન્નેના હૈયામાં પ્રેમના અંકુર તો ફૂટવાની તૈયારીમાં હતા.: [482, 771, 626, 856]
paragraph: ગણતો ગયો તેમ તેમ વધુ તારાઓ દેખાવા લાગ્યા. આકાશ તારાઓથી ભરાઇ ગયું.'' બન્નીએ આશ્ચર્યથી પોતાની આંખો મોટી કરી.: [938, 613, 1083, 683]
story-title-image: પિશાચિની: [578, 1265, 674, 1293]
paragraph: ''ચાલ...'' ડોગરા બોલ્યો: ''ડીકી ખોલ!'' જિગર પોતાની જગ્યા પરથી જરાય હલી શક્યો નહીં. ડોગરાએ ભાનુ સામે જોયું.: [548, 1471, 704, 1527]
kids-sign: નોબત બાળસંગત: [790, 195, 986, 275]
paragraph: ''ચાલ...'' ડોગરા બોલ્યો: ''ડીકી ખોલ!'' જિગર પોતાની જગ્યા પરથી જરાય હલી શક્યો નહીં. ડોગરાએ ભાનુ સામે જોયું.: [27, 1615, 217, 1657]
paragraph: ''જી સાહેબ!'' ભાનુ જાણે કમને જતો હોય એમ ઝાડીઓ તરફ આગળ વધ્યો. ભાનુ અંદાજ સાથે ઝાડીઓમાં દાખલ થયો અને દેખાતો બંધ થયો.: [874, 1714, 1030, 1785]
paragraph: ''દેવરાજ શેઠની લાશ જિગરની કારની ડીકીમાં પડી છે!'' એવો અદૃશ્ય શક્તિ શીનાનો મોબાઇલ ફોન આવ્યો અને જિગરે કારની ડીકી ખોલી અને એમાં પડેલી દેવરાજશેઠની લાશ જોઇ તો એ થીજી ગયો હતો.: [386, 1461, 542, 1546]
paragraph: એક વર્ષ મોટી હતી. એ બંનેની દોસ્તી સ્નેહ બનતા હતી. એ હજુ જીવનના ઉંબરે પગ માંડતા હતા ત્યાં જ પલ્લવીના પિતાની બદલી થઇ ગઇ. બંન્નેના હૈયામાં પ્રેમના: [630, 976, 778, 1047]
paragraph: ''સાહેબ ! હું ખરેખર નિર્દોષ છું.'' જિગર સચ્ચાઇના રણકા સાથે બોલ્યો: ''મારા એકદમ ખૂન મેં નથી કર્યું.'': [710, 1223, 870, 1264]
story-column: [222, 1074, 382, 1902]
paragraph: ''સાહેબ ! હું ખરેખર નિર્દોષ છું.'' જિગર સચ્ચાઇના રણકા સાથે બોલ્યો: ''મારા એકદમ ખૂન મેં નથી કર્યું.'': [874, 1134, 1030, 1176]
kids-headline: મસ્તીખોર બન્ની અને બુનો: [1016, 187, 1222, 262]
paragraph: ''દેવરાજ શેઠની લાશ જિગરની કારની ડીકીમાં પડી છે!'' એવો અદૃશ્ય શક્તિ શીનાનો મોબાઇલ ફોન આવ્યો અને જિગરે કારની ડીકી ખોલી અને એમાં પડેલી દેવરાજશેઠની લાશ જોઇ તો એ થીજી ગયો હતો.: [874, 1253, 1030, 1338]
paragraph: ''સાહેબ ! હું ખરેખર નિર્દોષ છું.'' જિગર સચ્ચાઇના રણકા સાથે બોલ્યો: ''મારા એકદમ ખૂન મેં નથી કર્યું.'': [222, 1387, 382, 1429]
paragraph: ''ચાલ...'' ડોગરા બોલ્યો: ''ડીકી ખોલ!'' જિગર પોતાની જગ્યા પરથી જરાય હલી શક્યો નહીં. ડોગરાએ ભાનુ સામે જોયું.: [386, 1282, 542, 1338]
paragraph: ''ચાલ...'' ડોગરા બોલ્યો: ''ડીકી ખોલ!'' જિગર પોતાની જગ્યા પરથી જરાય હલી શક્યો નહીં. ડોગરાએ ભાનુ સામે જોયું.: [386, 1550, 542, 1606]
paragraph: ''ચાલ...'' ડોગરા બોલ્યો: ''ડીકી ખોલ!'' જિગર પોતાની જગ્યા પરથી જરાય હલી શક્યો નહીં. ડોગરાએ ભાનુ સામે જોયું.: [222, 1327, 382, 1384]
paragraph: ''સાહેબ ! હું ખરેખર નિર્દોષ છું.'' જિગર સચ્ચાઇના રણકા સાથે બોલ્યો: ''મારા એકદમ ખૂન મેં નથી કર્યું.'': [874, 1669, 1030, 1711]
paragraph: પલ્લવ પલ્લવી આમ તો રોજ મળતા પણ આજની મુલાકાત ભારે હૈયે હતી. પલ્લવ એક મહિનામાં યુએસ જવાનો હતો. એની દીદી સંગીતા ત્યાંની ગ્રીન કાર્ડ હોલ્ડર સિટીઝન હતી એટલે સગી મોટી બહેન તરીકે સંગીતાએ ભાઇ માટે ફાઇલ મૂકી હતી.: [27, 881, 177, 994]
paragraph: ''જી સાહેબ!'' ભાનુ જાણે કમને જતો હોય એમ ઝાડીઓ તરફ આગળ વધ્યો. ભાનુ અંદાજ સાથે ઝાડીઓમાં દાખલ થયો અને દેખાતો: [548, 1843, 704, 1899]
header-rule: [20, 34, 1230, 38]
chapter-label: (પ્રકરણ : ૨૭): [40, 1073, 107, 1086]
paragraph: લાગણી અલગ જ હોય. પલ્લવી એકદમ સુંદર લાગતી હતી, આમ પણ દેખાવ વાળાને આકર્ષણ વધુ થાય. વર્ષો સુધી સાથે રહ્યા પછી પ્રેમ જરૂર ઊભો થાય પણ લગ્ન સુધી પહોંચવું સરળ નથી.: [335, 587, 475, 686]
story-column: [874, 1074, 1030, 1902]
paragraph: ''સાહેબ ! હું ખરેખર નિર્દોષ છું.'' જિગર સચ્ચાઇના રણકા સાથે બોલ્યો: ''મારા એકદમ ખૂન મેં નથી કર્યું.'': [386, 1609, 542, 1651]
paragraph: એક વર્ષ મોટી હતી. એ બંનેની દોસ્તી સ્નેહ બનતા હતી. એ હજુ જીવનના ઉંબરે પગ માંડતા હતા ત્યાં જ પલ્લવીના પિતાની બદલી થઇ ગઇ. બંન્નેના હૈયામાં પ્રેમના અંકુર તો ફૂટવાની તૈયારીમાં હતા.: [482, 183, 626, 268]
paragraph: પલ્લવ પલ્લવી આમ તો રોજ મળતા પણ આજની મુલાકાત ભારે હૈયે હતી. પલ્લવ એક મહિનામાં યુએસ જવાનો હતો. એની દીદી સંગીતા ત્યાંની ગ્રીન કાર્ડ હોલ્ડર સિટીઝન હતી એટલે સગી મોટી બહેન તરીકે સંગીતાએ ભાઇ માટે ફાઇલ મૂકી હતી.: [27, 339, 179, 452]
paragraph: લાગણી અલગ જ હોય. પલ્લવી એકદમ સુંદર લાગતી હતી, આમ: [27, 544, 179, 572]
paragraph: લાગણી અલગ જ હોય. પલ્લવી એકદમ સુંદર લાગતી હતી, આમ પણ દેખાવ વાળાને આકર્ષણ વધુ થાય. વર્ષો સુધી સાથે રહ્યા પછી પ્રેમ જરૂર ઊભો થાય પણ લગ્ન સુધી પહોંચવું સરળ નથી.: [630, 183, 778, 268]
paragraph: ''દેવરાજ શેઠની લાશ જિગરની કારની ડીકીમાં પડી છે!'' એવો અદૃશ્ય શક્તિ શીનાનો મોબાઇલ ફોન આવ્યો અને જિગરે કારની ડીકી ખોલી અને એમાં પડેલી દેવરાજશેઠની લાશ જોઇ તો એ થીજી ગયો હતો.: [27, 1093, 217, 1163]
paragraph: ''ચાલ...'' ડોગરા બોલ્યો: ''ડીકી ખોલ!'' જિગર પોતાની જગ્યા પરથી જરાય હલી શક્યો નહીં. ડોગરાએ ભાનુ સામે જોયું.: [548, 1738, 704, 1794]
paragraph: એક વર્ષ મોટી હતી. એ બંનેની દોસ્તી સ્નેહ બનતા હતી. એ હજુ જીવનના ઉંબરે પગ માંડતા હતા ત્યાં જ પલ્લવીના પિતાની બદલી થઇ ગઇ. બંન્નેના હૈયામાં પ્રેમના અંકુર તો ફૂટવાની તૈયારીમાં હતા.: [335, 807, 475, 892]
column-badge-sanvedna: હરેશ ભટ્ટ સંવેદના Sanvedna@nobatsangat.com: [336, 966, 478, 1052]
story-illustration: [546, 1075, 706, 1303]
paragraph: ''જી સાહેબ!'' ભાનુ જાણે કમને જતો હોય એમ ઝાડીઓ તરફ આગળ વધ્યો. ભાનુ અંદાજ સાથે ઝાડીઓમાં દાખલ થયો અને દેખાતો બંધ થયો.: [27, 1705, 217, 1761]
paragraph: ''જી સાહેબ!'' ભાનુ જાણે કમને જતો હોય એમ ઝાડીઓ તરફ આગળ વધ્યો. ભાનુ અંદાજ સાથે ઝાડીઓમાં દાખલ થયો અને દેખાતો બંધ થયો.: [222, 1432, 382, 1488]
paragraph: ''જી સાહેબ!'' ભાનુ જાણે કમને જતો હોય એમ ઝાડીઓ તરફ આગળ વધ્યો. ભાનુ અંદાજ સાથે ઝાડીઓમાં દાખલ થયો અને દેખાતો બંધ થયો.: [548, 1576, 704, 1646]
kids-column: [938, 612, 1083, 757]
kids-column: [990, 284, 1222, 400]
paragraph: ''દેવરાજ શેઠની લાશ જિગરની કારની ડીકીમાં પડી છે!'' એવો અદૃશ્ય શક્તિ શીનાનો મોબાઇલ ફોન આવ્યો અને જિગરે કારની ડીકી ખોલી અને એમાં પડેલી દેવરાજશેઠની લાશ જોઇ તો એ થીજી ગયો હતો.: [222, 1239, 382, 1324]
